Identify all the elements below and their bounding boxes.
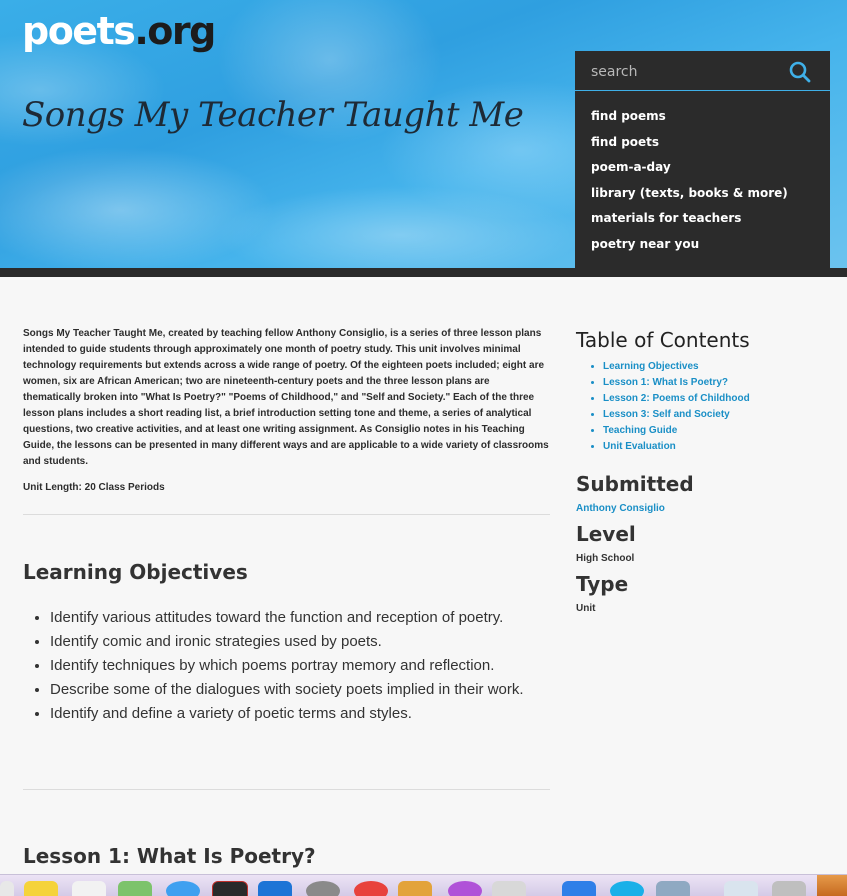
photo-booth-app-icon[interactable] <box>306 881 340 896</box>
toc-link[interactable]: Learning Objectives <box>603 361 699 372</box>
lesson-1-heading: Lesson 1: What Is Poetry? <box>23 844 316 868</box>
unit-length: Unit Length: 20 Class Periods <box>23 482 165 493</box>
hero-banner <box>0 0 847 270</box>
type-value: Unit <box>576 603 596 614</box>
toc-item-learning-objectives <box>603 359 836 375</box>
trash-icon[interactable] <box>772 881 806 896</box>
level-heading: Level <box>576 522 636 546</box>
main-content <box>23 326 550 496</box>
dock-app-icon[interactable] <box>0 881 14 896</box>
type-heading: Type <box>576 572 629 596</box>
acrobat-app-icon[interactable] <box>212 881 248 896</box>
music-app-icon[interactable] <box>354 881 388 896</box>
submitted-heading: Submitted <box>576 472 694 496</box>
toc-link[interactable]: Unit Evaluation <box>603 441 676 452</box>
list-item: • Identify various attitudes toward the function and reception of poetry. <box>50 606 550 630</box>
learning-objectives-heading: Learning Objectives <box>23 560 248 584</box>
toc-link[interactable]: Lesson 1: What Is Poetry? <box>603 377 729 388</box>
nav-item-poem-a-day[interactable]: poem-a-day <box>591 160 671 175</box>
notes-app-icon[interactable] <box>24 881 58 896</box>
toc-list <box>576 359 836 455</box>
toc-item-lesson-2 <box>603 391 836 407</box>
section-divider <box>23 514 550 515</box>
search-input[interactable] <box>589 60 783 84</box>
nav-item-materials-for-teachers[interactable]: materials for teachers <box>591 211 742 226</box>
downloads-folder-icon[interactable] <box>724 881 758 896</box>
word-app-icon[interactable] <box>258 881 292 896</box>
toc-item-lesson-1 <box>603 375 836 391</box>
nav-item-find-poets[interactable]: find poets <box>591 134 660 149</box>
podcast-app-icon[interactable] <box>398 881 432 896</box>
nav-item-find-poems[interactable]: find poems <box>591 109 666 123</box>
toc-item-lesson-3 <box>603 407 836 423</box>
intro-paragraph: Songs My Teacher Taught Me, created by teaching fellow Anthony Consiglio, is a series of three lesson plans intended to guide students through approximately one month of poetry study. This unit involves minimal technology requirements but extends across a wide range of poetry. Of the eighteen poets included; eight are women, six are African American; two are nineteenth-century poets and the three lesson plans are thematically broken into "What Is Poetry?" "Poems of Childhood," and "Self and Society." Each of the three lesson plans includes a short reading list, a brief introduction setting tone and theme, a series of analytical questions, two creative activities, and at least one writing assignment. As Consiglio notes in his Teaching Guide, the lessons can be presented in many different ways and are applicable to a wide variety of classrooms and students. <box>23 328 549 467</box>
safari-app-icon[interactable] <box>166 881 200 896</box>
dock-edge <box>817 875 847 896</box>
sidebar <box>576 325 836 617</box>
preview-app-icon[interactable] <box>492 881 526 896</box>
section-divider <box>23 789 550 790</box>
app-store-icon[interactable] <box>562 881 596 896</box>
hero-divider-bar <box>0 268 847 277</box>
toc-link[interactable]: Lesson 3: Self and Society <box>603 409 730 420</box>
logo-tld-text: .org <box>134 9 215 53</box>
nav-item-poetry-near-you[interactable]: poetry near you <box>591 236 700 251</box>
os-dock <box>0 874 847 896</box>
list-item: • Describe some of the dialogues with society poets implied in their work. <box>50 678 550 702</box>
screenshot-app-icon[interactable] <box>656 881 690 896</box>
toc-link[interactable]: Lesson 2: Poems of Childhood <box>603 393 750 404</box>
nav-panel <box>575 51 830 268</box>
learning-objectives-list <box>23 606 550 726</box>
toc-item-teaching-guide <box>603 423 836 439</box>
toc-heading: Table of Contents <box>576 328 750 352</box>
logo-text: poets <box>22 9 135 53</box>
toc-item-unit-evaluation <box>603 439 836 455</box>
system-app-icon[interactable] <box>610 881 644 896</box>
search-box <box>575 51 830 91</box>
level-value: High School <box>576 553 635 564</box>
search-icon[interactable] <box>788 60 812 84</box>
page-title: Songs My Teacher Taught Me <box>22 95 524 135</box>
list-item: • Identify and define a variety of poetic terms and styles. <box>50 702 550 726</box>
list-item: • Identify techniques by which poems portray memory and reflection. <box>50 654 550 678</box>
author-link[interactable]: Anthony Consiglio <box>576 503 665 514</box>
toc-link[interactable]: Teaching Guide <box>603 425 678 436</box>
nav-item-library[interactable]: library (texts, books & more) <box>591 185 788 200</box>
calendar-app-icon[interactable] <box>72 881 106 896</box>
main-nav <box>591 107 788 261</box>
numbers-app-icon[interactable] <box>118 881 152 896</box>
site-logo[interactable] <box>22 6 215 56</box>
podcasts-app-icon[interactable] <box>448 881 482 896</box>
list-item: • Identify comic and ironic strategies used by poets. <box>50 630 550 654</box>
